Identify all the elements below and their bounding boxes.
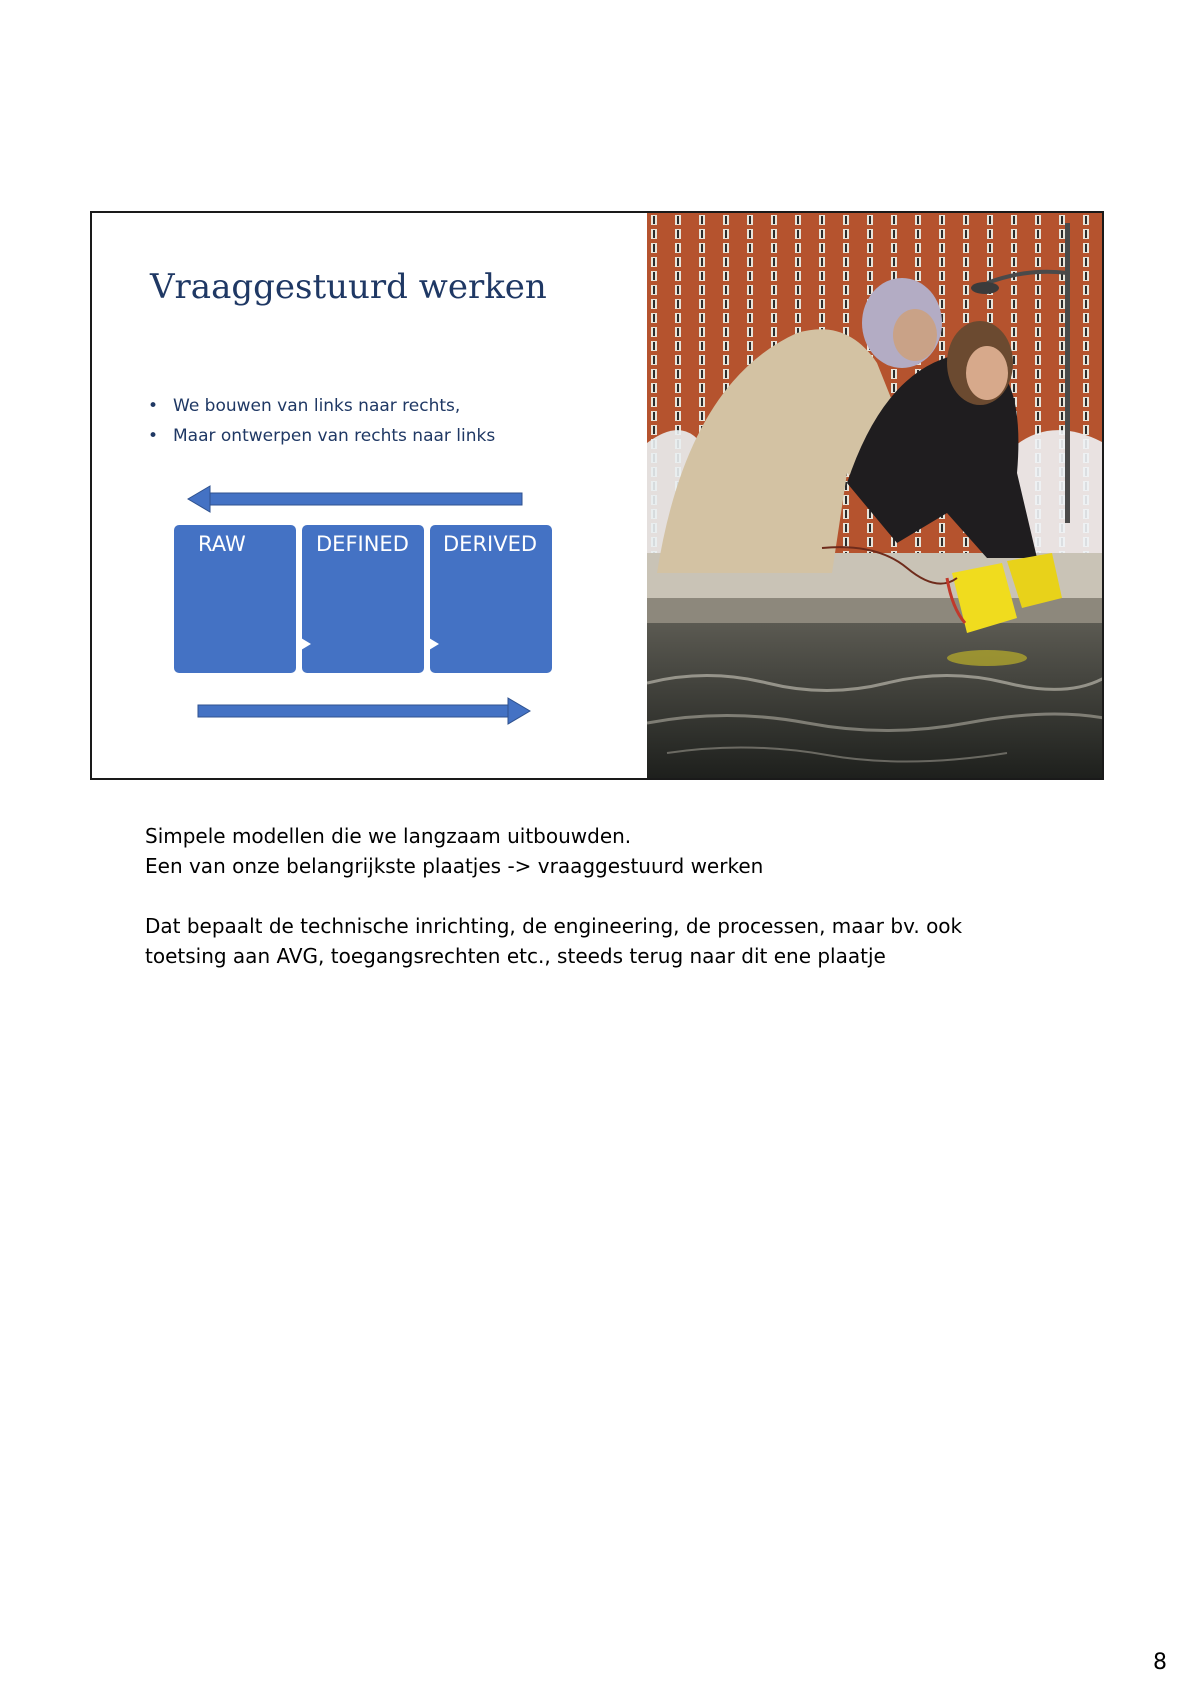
notes-line: Simpele modellen die we langzaam uitbouwden. [145, 824, 632, 848]
bullet-item: • Maar ontwerpen van rechts naar links [148, 421, 495, 451]
data-layer-diagram [174, 485, 559, 735]
notes-line: Een van onze belangrijkste plaatjes -> vraaggestuurd werken [145, 854, 764, 878]
box-raw [174, 525, 296, 673]
slide-title: Vraaggestuurd werken [150, 267, 547, 307]
bullet-list [148, 391, 495, 451]
photo-two-women-with-sensor-in-pond [647, 213, 1104, 780]
speaker-notes [145, 821, 962, 971]
arrow-right-icon [198, 698, 530, 724]
notes-line: Dat bepaalt de technische inrichting, de engineering, de processen, maar bv. ook [145, 914, 963, 938]
box-derived [430, 525, 552, 673]
page-number: 8 [1153, 1650, 1167, 1675]
bullet-item: • We bouwen van links naar rechts, [148, 391, 495, 421]
box-label-raw: RAW [198, 532, 246, 556]
box-defined [302, 525, 424, 673]
notes-line: toetsing aan AVG, toegangsrechten etc., steeds terug naar dit ene plaatje [145, 944, 886, 968]
arrow-left-icon [188, 486, 522, 512]
box-label-derived: DERIVED [443, 532, 538, 556]
box-label-defined: DEFINED [316, 532, 409, 556]
slide [90, 211, 1104, 780]
